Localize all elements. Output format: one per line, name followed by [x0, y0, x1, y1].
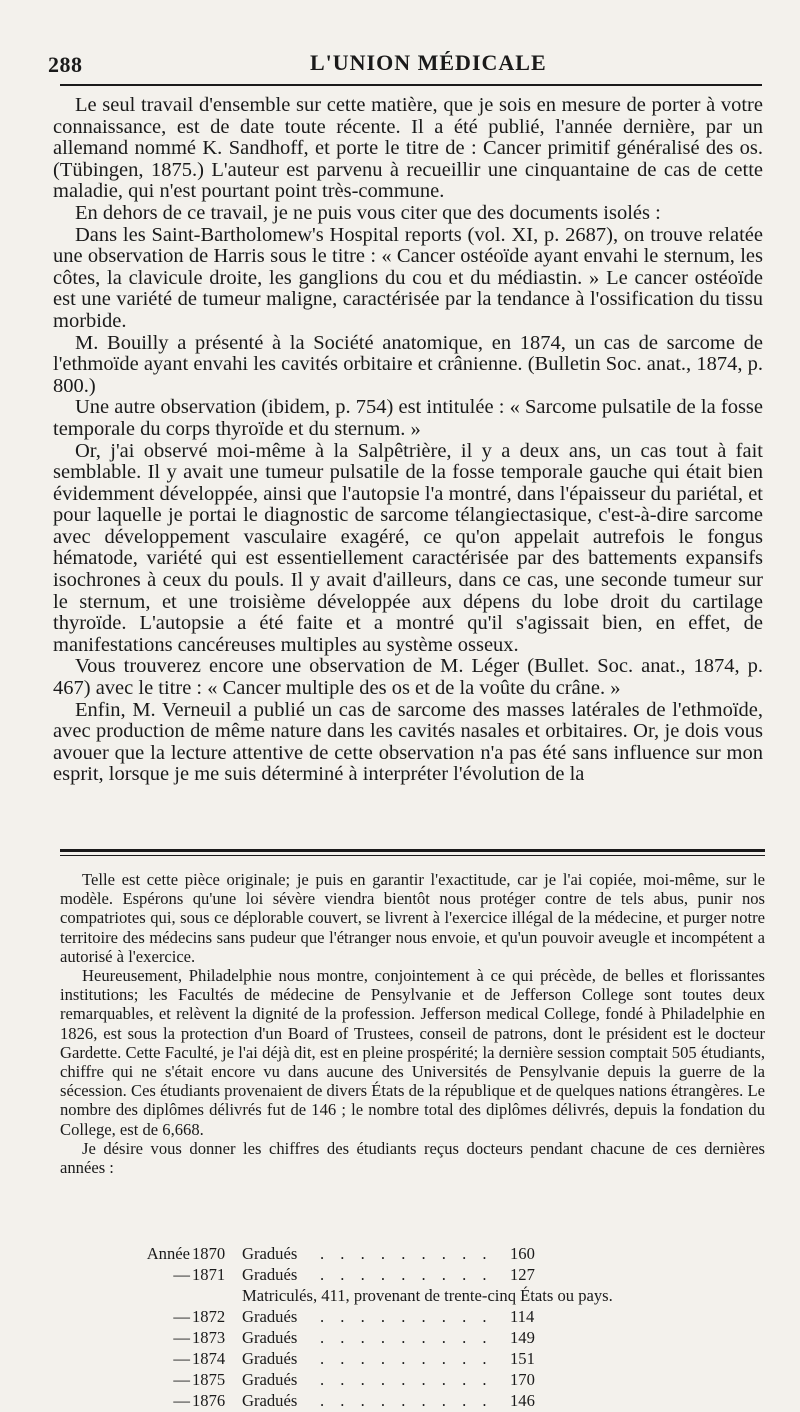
- table-row: [60, 1349, 765, 1368]
- row-label: Gradués: [242, 1244, 298, 1263]
- row-year: 1876: [192, 1391, 226, 1410]
- row-prefix: —: [173, 1391, 190, 1410]
- row-year: 1874: [192, 1349, 226, 1368]
- row-year: 1873: [192, 1328, 226, 1347]
- row-label: Gradués: [242, 1307, 298, 1326]
- section-separator-thin: [60, 855, 765, 856]
- paragraph: Enfin, M. Verneuil a publié un cas de sarcome des masses latérales de l'ethmoïde, avec production de même nature dans les cavités nasales et orbitaires. Or, je dois vous avouer que la lecture attentive de cette observation n'a pas été sans influence sur mon esprit, lorsque je me suis déterminé à interpréter l'évolution de la: [53, 698, 763, 786]
- row-leader: . . . . . . . . .: [320, 1349, 493, 1368]
- row-year: 1870: [192, 1244, 226, 1263]
- row-prefix: —: [173, 1265, 190, 1284]
- table-row: [60, 1265, 765, 1284]
- paragraph: Je désire vous donner les chiffres des étudiants reçus docteurs pendant chacune de ces dernières années :: [60, 1138, 765, 1178]
- row-value: 146: [510, 1391, 535, 1410]
- table-row: [60, 1370, 765, 1389]
- row-label: Gradués: [242, 1349, 298, 1368]
- row-value: 127: [510, 1265, 535, 1284]
- paragraph: M. Bouilly a présenté à la Société anatomique, en 1874, un cas de sarcome de l'ethmoïde ayant envahi les cavités orbitaire et crânienne. (Bulletin Soc. anat., 1874, p. 800.): [53, 331, 763, 397]
- paragraph: Heureusement, Philadelphie nous montre, conjointement à ce qui précède, de belles et florissantes institutions; les Facultés de médecine de Pensylvanie et de Jefferson College sont toutes deux remarquables, et relèvent la dignité de la profession. Jefferson medical College, fondé à Philadelphie en 1826, est sous la protection d'un Board of Trustees, conseil de patrons, dont le président est le docteur Gardette. Cette Faculté, je l'ai déjà dit, est en pleine prospérité; la dernière session comptait 505 étudiants, chiffre qui ne s'était encore vu dans aucune des Universités de Pensylvanie depuis la guerre de la sécession. Ces étudiants provenaient de divers États de la république et de quelques nations étrangères. Le nombre des diplômes délivrés fut de 146 ; le nombre total des diplômes délivrés, depuis la fondation du College, est de 6,668.: [60, 966, 765, 1139]
- paragraph: En dehors de ce travail, je ne puis vous citer que des documents isolés :: [75, 201, 661, 224]
- row-prefix: —: [173, 1307, 190, 1326]
- paragraph: Le seul travail d'ensemble sur cette matière, que je sois en mesure de porter à votre connaissance, est de date toute récente. Il a été publié, l'année dernière, par un allemand nommé K. Sandhoff, et porte le titre de : Cancer primitif généralisé des os. (Tübingen, 1875.) L'auteur est parvenu à recueillir une cinquantaine de cas de cette maladie, qui n'est pourtant point très-commune.: [53, 94, 763, 203]
- paragraph: Dans les Saint-Bartholomew's Hospital reports (vol. XI, p. 2687), on trouve relatée une observation de Harris sous le titre : « Cancer ostéoïde ayant envahi le sternum, les côtes, la clavicule droite, les ganglions du cou et du médiastin. » Le cancer ostéoïde est une variété de tumeur maligne, caractérisée par la tendance à l'ossification du tissu morbide.: [53, 223, 763, 332]
- row-prefix: —: [173, 1349, 190, 1368]
- row-value: 114: [510, 1307, 535, 1326]
- row-label: Gradués: [242, 1391, 298, 1410]
- table-row: [60, 1307, 765, 1326]
- paragraph: Or, j'ai observé moi-même à la Salpêtrière, il y a deux ans, un cas tout à fait semblable. Il y avait une tumeur pulsatile de la fosse temporale gauche qui était bien évidemment développée, ainsi que l'autopsie l'a montré, dans l'épaisseur du pariétal, et pour laquelle je portai le diagnostic de sarcome télangiectasique, c'est-à-dire sarcome avec développement vasculaire exagéré, ce qu'on appelait autrefois le fongus hématode, variété qui est essentiellement caractérisée par des battements expansifs isochrones à ceux du pouls. Il y avait d'ailleurs, dans ce cas, une seconde tumeur sur le sternum, et une troisième développée aux dépens du lobe droit du cartilage thyroïde. L'autopsie a été faite et a montré qu'il s'agissait bien, en effet, de manifestations cancéreuses multiples au système osseux.: [53, 439, 763, 656]
- page-number: 288: [48, 52, 83, 77]
- paragraph: Telle est cette pièce originale; je puis en garantir l'exactitude, car je l'ai copiée, moi-même, sur le modèle. Espérons qu'une loi sévère viendra bientôt nous protéger contre de tels abus, punir nos compatriotes qui, sous ce déplorable couvert, se livrent à l'exercice illégal de la médecine, et purger notre territoire des médecins sans pudeur que l'étranger nous envoie, et qu'un pouvoir aveugle et incompétent a autorisé à l'exercice.: [60, 870, 765, 966]
- header-rule: [60, 84, 762, 86]
- main-text: [53, 95, 763, 786]
- row-label: Gradués: [242, 1370, 298, 1389]
- row-prefix: —: [173, 1328, 190, 1347]
- row-leader: . . . . . . . . .: [320, 1244, 493, 1263]
- section-separator: [60, 849, 765, 852]
- row-value: 170: [510, 1370, 535, 1389]
- row-prefix: —: [173, 1370, 190, 1389]
- row-label: Gradués: [242, 1328, 298, 1347]
- row-leader: . . . . . . . . .: [320, 1391, 493, 1410]
- row-year: 1875: [192, 1370, 226, 1389]
- table-row: [60, 1328, 765, 1347]
- row-leader: . . . . . . . . .: [320, 1265, 493, 1284]
- row-year: 1872: [192, 1307, 226, 1326]
- feuilleton-text: [60, 870, 765, 1177]
- row-leader: . . . . . . . . .: [320, 1328, 493, 1347]
- matricules-note: Matriculés, 411, provenant de trente-cinq États ou pays.: [242, 1286, 613, 1305]
- matricules-row: [60, 1286, 765, 1305]
- row-leader: . . . . . . . . .: [320, 1307, 493, 1326]
- paragraph: Vous trouverez encore une observation de M. Léger (Bullet. Soc. anat., 1874, p. 467) avec le titre : « Cancer multiple des os et de la voûte du crâne. »: [53, 655, 763, 700]
- paragraph: Une autre observation (ibidem, p. 754) est intitulée : « Sarcome pulsatile de la fosse temporale du corps thyroïde et du sternum. »: [53, 396, 763, 440]
- row-value: 160: [510, 1244, 535, 1263]
- row-value: 151: [510, 1349, 535, 1368]
- table-row: [60, 1244, 765, 1263]
- row-label: Gradués: [242, 1265, 298, 1284]
- row-prefix: Année: [146, 1244, 190, 1263]
- running-head: L'UNION MÉDICALE: [310, 50, 547, 75]
- row-leader: . . . . . . . . .: [320, 1370, 493, 1389]
- row-value: 149: [510, 1328, 535, 1347]
- table-row: [60, 1391, 765, 1410]
- page-header: [48, 46, 763, 76]
- row-year: 1871: [192, 1265, 226, 1284]
